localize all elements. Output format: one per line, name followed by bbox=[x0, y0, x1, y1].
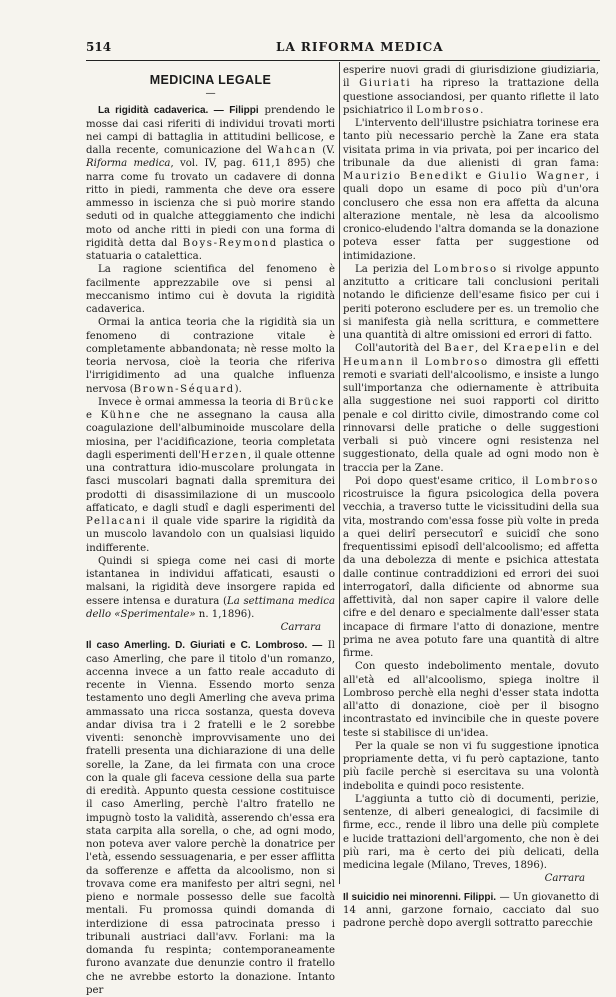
article-amerling-p8: Per la quale se non vi fu suggestione ipnotica propriamente detta, vi fu però captazione, tanto più facile perchè si esercitava su una volontà indebolita e quindi poco resistente. bbox=[343, 740, 599, 792]
section-title: MEDICINA LEGALE bbox=[149, 73, 272, 87]
right-column bbox=[343, 64, 600, 929]
left-column bbox=[86, 64, 336, 996]
title-dash: — bbox=[205, 88, 216, 100]
article-rigidita-p3: Ormai la antica teoria che la rigidità sia un fenomeno di contrazione vitale è completamente abbandonata; nè resse molto la teoria nervosa, cioè la teoria che riferiva l'irrigidimento ad una qualche influenza nervosa (Brown-Séquard). bbox=[86, 317, 335, 395]
header-rule bbox=[86, 60, 600, 61]
signature-carrara-1: Carrara bbox=[280, 622, 321, 633]
article-rigidita-p1: La rigidità cadaverica. — Filippi prendendo le mosse dai casi riferiti di individui trovati morti nei campi di battaglia in attitudini bellicose, e dalla recente, comunicazione del Wahcan (V. Riforma medica, vol. IV, pag. 611,1 895) che narra come fu trovato un cadavere di donna ritto in piedi, rammenta che deve ora essere ammesso in iscienza che si può morire stando seduti od in qualche atteggiamento che indichi moto od anche ritti in piedi con una forma di rigidità detta dal Boys-Reymond plastica o statuaria o catalettica. bbox=[86, 105, 336, 262]
article-heading-rigidita: La rigidità cadaverica. — Filippi bbox=[98, 105, 259, 117]
article-suicidio-p1: Il suicidio nei minorenni. Filippi. — Un giovanetto di 14 anni, garzone fornaio, cacciato dal suo padrone perchè dopo avergli sottratto parecchie bbox=[343, 891, 600, 929]
article-amerling-p4: La perizia del Lombroso si rivolge appunto anzitutto a criticare tali conclusioni peritali notando le dificienze dell'esame fisico per cui i periti poterono escludere per es. un tremolio che si manifesta già nella scrittura, e commettere una quantità di altre omissioni ed errori di fatto. bbox=[343, 263, 599, 341]
signature-carrara-2: Carrara bbox=[544, 873, 585, 885]
journal-title: LA RIFORMA MEDICA bbox=[276, 40, 444, 54]
article-rigidita-p4: Invece è ormai ammessa la teoria di Brücke e Kühne che ne assegnano la causa alla coagulazione dell'albuminoide muscolare della miosina, per l'acidificazione, teoria completata dagli esperimenti dell'Herzen, il quale ottenne una contrattura idio-muscolare prolungata in fasci muscolari bagnati dalla spremitura dei prodotti di disassimilazione di un muscoolo affaticato, e dagli studî e dagli esperimenti del Pellacani il quale vide sparire la rigidità da un muscolo lavandolo con un qualsiasi liquido indifferente. bbox=[86, 396, 335, 554]
article-amerling-p6: Poi dopo quest'esame critico, il Lombroso ricostruisce la figura psicologica della povera vecchia, a traverso tutte le vicissitudini della sua vita, mostrando com'essa fosse più volte in preda a quei delirî persecutorî e suicidî che sono frequentissimi episodî dell'alcoolismo; ed affetta da una debolezza di mente e psichica attestata dalle continue contraddizioni ed errori dei suoi interrogatorî, dalla dificiente od abnorme sua affettività, dal non saper capire il valore delle cifre e del denaro e specialmente dall'esser stata incapace di firmare l'atto di donazione, mentre prima ne avea potuto fare una quantità di altre firme. bbox=[343, 475, 599, 659]
article-amerling-p5: Coll'autorità del Baer, del Kraepelin e del Heumann il Lombroso dimostra gli effetti remoti e svariati dell'alcoolismo, e insiste a lungo sull'importanza che odiernamente è attribuita alla suggestione nei suoi rapporti col diritto penale e col diritto civile, dimostrando come col rinnovarsi delle pratiche o delle suggestioni verbali si può vincere ogni resistenza nel suggestionato, della quale ad ogni modo non è traccia per la Zane. bbox=[343, 343, 599, 474]
article-amerling-p3: L'intervento dell'illustre psichiatra torinese era tanto più necessario perchè la Zane era stata visitata prima in via privata, poi per incarico del tribunale da due alienisti di gran fama: Maurizio Benedikt e Giulio Wagner, i quali dopo un esame di poco più d'un'ora conclusero che essa non era affetta da alcuna alterazione mentale, nè lesa da alcoolismo cronico-eludendo l'altra domanda se la donazione poteva esser fatta per suggestione od intimidazione. bbox=[343, 118, 599, 262]
article-amerling-p7: Con questo indebolimento mentale, dovuto all'età ed all'alcoolismo, spiega inoltre il Lombroso perchè ella neghi d'esser stata indotta all'atto di donazione, cioè per il bisogno incontrastato ed invincibile che in queste povere teste si stabilisce di un'idea. bbox=[343, 661, 599, 739]
article-rigidita-p2: La ragione scientifica del fenomeno è facilmente apprezzabile ove si pensi al meccanismo intimo cui è dovuta la rigidità cadaverica. bbox=[86, 264, 335, 315]
article-amerling-p1: Il caso Amerling. D. Giuriati e C. Lombroso. — Il caso Amerling, che pare il titolo d'un romanzo, accenna invece a un fatto reale accaduto di recente in Vienna. Essendo morto senza testamento uno degli Amerling che aveva prima ammassato una ricca sostanza, questa doveva andar divisa tra i 2 fratelli e le 2 sorebbe viventi: senonchè improvvisamente uno dei fratelli presenta una dichiarazione di una delle sorelle, la Zane, da lei firmata con una croce con la quale gli faceva cessione della sua parte di eredità. Appunto questa cessione costituisce il caso Amerling, perchè l'altro fratello ne impugnò tosto la validità, asserendo ch'essa era stata carpita alla sorella, o che, ad ogni modo, non poteva aver valore perchè la donatrice per l'età, essendo sessuagenaria, e per esser afflitta da sofferenze e affetta da alcoolismo, non si trovava come era manifesto per altri segni, nel pieno e normale possesso delle sue facoltà mentali. Fu promossa quindi domanda di interdizione di essa patrocinata presso i tribunali austriaci dall'avv. Forlani: ma la domanda fu respinta; contemporaneamente furono avanzate due denunzie contro il fratello che ne avrebbe estorto la donazione. Intanto per bbox=[86, 640, 335, 996]
article-heading-suicidio: Il suicidio nei minorenni. Filippi. bbox=[343, 891, 497, 903]
page-number: 514 bbox=[86, 40, 112, 54]
article-heading-amerling: Il caso Amerling. D. Giuriati e C. Lombroso. — bbox=[86, 640, 323, 652]
article-amerling-p2: esperire nuovi gradi di giurisdizione giudiziaria, il Giuriati ha ripreso la trattazione della questione associandosi, per quanto riflette il lato psichiatrico il Lombroso. bbox=[343, 65, 599, 116]
page-header bbox=[86, 40, 596, 60]
article-amerling-p9: L'aggiunta a tutto ciò di documenti, perizie, sentenze, di alberi genealogici, di facsimile di firme, ecc., rende il libro una delle più complete e lucide trattazioni dell'argomento, che non è dei più rari, ma è certo dei più delicati, della medicina legale (Milano, Treves, 1896). bbox=[343, 793, 599, 871]
column-divider bbox=[339, 62, 340, 884]
article-rigidita-p5: Quindi si spiega come nei casi di morte istantanea in individui affaticati, esausti o malsani, la rigidità deve insorgere rapida ed essere intensa e duratura (La settimana medica dello «Sperimentale» n. 1,1896). bbox=[86, 555, 335, 620]
